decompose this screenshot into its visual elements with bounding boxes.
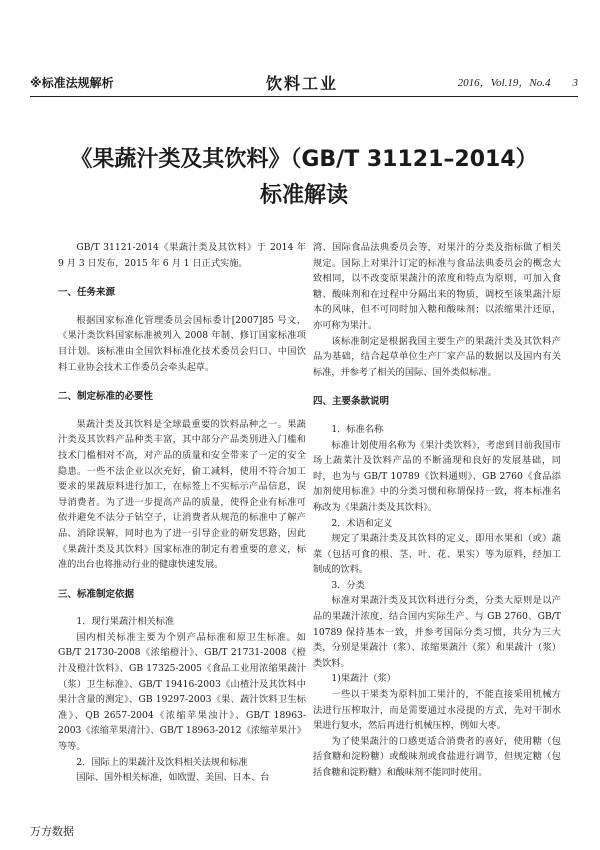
footer-brand: 万方数据 — [30, 825, 74, 838]
section-heading-2: 二、制定标准的必要性 — [58, 391, 154, 403]
section-heading-3: 三、标准制定依据 — [58, 588, 135, 600]
paragraph-continued: 湾、国际食品法典委员会等，对果汁的分类及指标做了相关规定。国际上对果汁订定的标准与食品法典委员会的概念大致相同，以不改变原果蔬汁的浓度和特点为原则，可加入食糖、酸味剂和在过程中分隔出来的物质，调校至该果蔬汁原本的风味，但不可同时加入糖和酸味剂；以浓缩果汁还原，亦可称为果汁。 — [313, 242, 561, 331]
paragraph: 果蔬汁类及其饮料是全球最重要的饮料品种之一。果蔬汁类及其饮料产品种类丰富，其中部分产品类别进入门槛和技术门槛相对不高，对产品的质量和安全带来了一定的安全隐患。一些不法企业以次充好，偷工减料，使用不符合加工要求的果蔬原料进行加工，在标签上不实标示产品信息，误导消费者。为了进一步提高产品的质量，使得企业有标准可依并避免不法分子钻空子，让消费者从规范的标准中了解产品、消除误解，同时也为了进一引导企业的研发思路，因此《果蔬汁类及其饮料》国家标准的制定有着重要的意义，标准的出台也将推动行业的健康快速发展。 — [58, 418, 306, 571]
right-column — [313, 240, 561, 781]
journal-name: 饮料工业 — [266, 74, 339, 93]
paragraph: 国际、国外相关标准，如欧盟、美国、日本、台 — [76, 772, 270, 784]
paragraph: 一些以干果类为原料加工果汁的，不能直接采用机械方法进行压榨取汁，而是需要通过水浸提的方式，先对干制水果进行复水，然后再进行机械压榨，例如大枣。 — [313, 689, 561, 732]
title-line-1: 《果蔬汁类及其饮料》（GB/T 31121–2014） — [70, 147, 538, 172]
subheading: 2．术语和定义 — [331, 517, 393, 529]
subheading: 1．标准名称 — [331, 423, 384, 435]
issue-info: 2016，Vol.19，No.4 3 — [457, 77, 578, 89]
header-divider — [30, 96, 578, 97]
section-heading-4: 四、主要条款说明 — [313, 396, 390, 408]
paragraph: 国内相关标准主要为个别产品标准和原卫生标准。如 GB/T 21730-2008《浓缩橙汁》、GB/T 21731-2008《橙汁及橙汁饮料》、GB 17325-2005《食品工业用浓缩果蔬汁（浆）卫生标准》、GB/T 19416-2003《山楂汁及其饮料中果汁含量的测定》、GB 19297-2003《果、蔬汁饮料卫生标准》、QB 2657-2004《浓缩苹果浊汁》、GB/T 18963-2003《浓缩苹果清汁》、GB/T 18963-2012《浓缩苹果汁》等等。 — [58, 631, 306, 753]
paragraph: 标准计划使用名称为《果汁类饮料》，考虑到目前我国市场上蔬菜汁及饮料产品的不断涌现和良好的发展基础，同时，也为与 GB/T 10789《饮料通则》、GB 2760《食品添加剂使用标准》中的分类习惯和称谓保持一致，将本标准名称改为《果蔬汁类及其饮料》。 — [313, 439, 561, 513]
section-label: ※标准法规解析 — [30, 76, 114, 90]
subheading: 1)果蔬汁（浆） — [331, 673, 396, 685]
subheading: 3．分类 — [331, 579, 365, 591]
left-column — [58, 240, 306, 786]
intro-paragraph: GB/T 31121-2014《果蔬汁类及其饮料》于 2014 年 9 月 3 日发布，2015 年 6 月 1 日正式实施。 — [58, 242, 306, 269]
article-title — [30, 142, 578, 214]
section-heading-1: 一、任务来源 — [58, 287, 116, 299]
page-header — [30, 72, 578, 94]
paragraph: 为了使果蔬汁的口感更适合消费者的喜好，使用糖（包括食糖和淀粉糖）或酸味剂或食盐进行调节，但规定糖（包括食糖和淀粉糖）和酸味剂不能同时使用。 — [313, 735, 561, 778]
paragraph: 规定了果蔬汁类及其饮料的定义，即用水果和（或）蔬菜（包括可食的根、茎、叶、花、果实）等为原料，经加工制成的饮料。 — [313, 533, 561, 576]
subheading: 2．国际上的果蔬汁及饮料相关法规和标准 — [76, 756, 248, 768]
paragraph: 标准对果蔬汁类及其饮料进行分类，分类大原则是以产品的果蔬汁浓度，结合国内实际生产、与 GB 2760、GB/T 10789 保持基本一致，并参考国际分类习惯，共分为三大类，分别是果蔬汁（浆）、浓缩果蔬汁（浆）和果蔬汁（浆）类饮料。 — [313, 595, 561, 669]
paragraph: 根据国家标准化管理委员会国标委计[2007]85 号文，《果汁类饮料国家标准被列入 2008 年制、修订国家标准项目计划。该标准由全国饮料标准化技术委员会归口、中国饮料工业协会技术工作委员会牵头起草。 — [58, 314, 306, 373]
paragraph: 该标准制定是根据我国主要生产的果蔬汁类及其饮料产品为基础，结合起草单位生产厂家产品的数据以及国内有关标准，并参考了相关的国际、国外类似标准。 — [313, 335, 561, 378]
title-line-2: 标准解读 — [259, 183, 348, 208]
subheading: 1．现行果蔬汁相关标准 — [76, 616, 175, 628]
